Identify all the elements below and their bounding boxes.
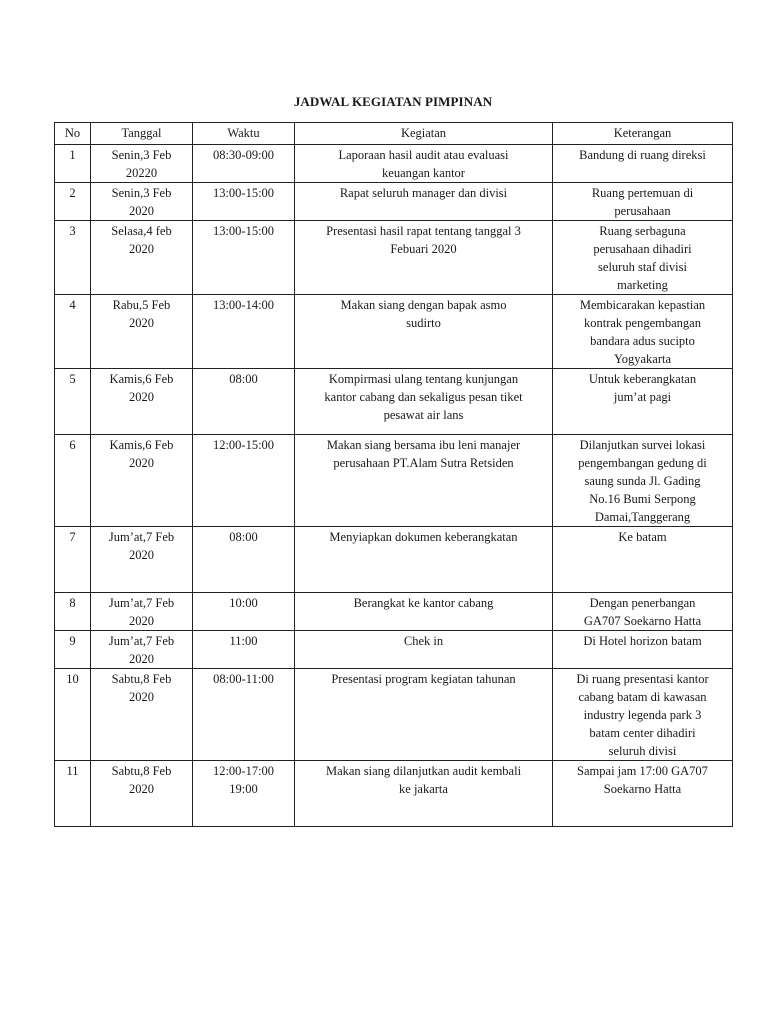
keterangan-text: Bandung di ruang direksi [579, 148, 706, 162]
cell-no [55, 369, 91, 435]
waktu-text: 13:00-15:00 [212, 224, 275, 238]
keterangan-text: Di Hotel horizon batam [583, 634, 702, 648]
cell-keterangan [553, 593, 733, 631]
table-row [55, 631, 733, 669]
kegiatan-text: Laporaan hasil audit atau evaluasi keuangan kantor [338, 148, 509, 180]
cell-tanggal [91, 183, 193, 221]
cell-no [55, 183, 91, 221]
cell-no [55, 669, 91, 761]
table-row [55, 669, 733, 761]
tanggal-text: Kamis,6 Feb 2020 [109, 372, 174, 404]
cell-waktu [193, 295, 295, 369]
tanggal-text: Jum’at,7 Feb 2020 [108, 634, 175, 666]
cell-kegiatan [295, 295, 553, 369]
table-row [55, 761, 733, 827]
cell-keterangan [553, 669, 733, 761]
cell-tanggal [91, 593, 193, 631]
keterangan-text: Sampai jam 17:00 GA707 Soekarno Hatta [577, 764, 708, 796]
no-text: 4 [69, 298, 76, 312]
waktu-text: 13:00-14:00 [212, 298, 275, 312]
cell-no [55, 527, 91, 593]
cell-waktu [193, 183, 295, 221]
kegiatan-text: Chek in [403, 634, 444, 648]
cell-tanggal [91, 145, 193, 183]
waktu-text: 10:00 [229, 596, 258, 610]
cell-no [55, 221, 91, 295]
header-no: No [55, 123, 91, 145]
no-text: 7 [69, 530, 76, 544]
cell-keterangan [553, 183, 733, 221]
waktu-text: 12:00-17:00 19:00 [212, 764, 275, 796]
table-row [55, 369, 733, 435]
tanggal-text: Sabtu,8 Feb 2020 [111, 672, 172, 704]
cell-kegiatan [295, 183, 553, 221]
cell-waktu [193, 669, 295, 761]
no-text: 11 [66, 764, 79, 778]
cell-tanggal [91, 369, 193, 435]
cell-tanggal [91, 527, 193, 593]
keterangan-text: Ke batam [618, 530, 667, 544]
kegiatan-text: Makan siang dilanjutkan audit kembali ke jakarta [325, 764, 522, 796]
table-row [55, 435, 733, 527]
cell-kegiatan [295, 761, 553, 827]
table-row [55, 527, 733, 593]
schedule-table [54, 122, 733, 827]
tanggal-text: Rabu,5 Feb 2020 [112, 298, 171, 330]
header-kegiatan: Kegiatan [295, 123, 553, 145]
cell-waktu [193, 145, 295, 183]
cell-tanggal [91, 221, 193, 295]
tanggal-text: Senin,3 Feb 2020 [111, 186, 172, 218]
cell-waktu [193, 435, 295, 527]
keterangan-text: Dengan penerbangan GA707 Soekarno Hatta [583, 596, 702, 628]
keterangan-text: Ruang pertemuan di perusahaan [591, 186, 694, 218]
no-text: 6 [69, 438, 76, 452]
cell-waktu [193, 593, 295, 631]
cell-keterangan [553, 631, 733, 669]
tanggal-text: Jum’at,7 Feb 2020 [108, 530, 175, 562]
no-text: 3 [69, 224, 76, 238]
cell-kegiatan [295, 145, 553, 183]
cell-waktu [193, 369, 295, 435]
cell-no [55, 295, 91, 369]
keterangan-text: Dilanjutkan survei lokasi pengembangan gedung di saung sunda Jl. Gading No.16 Bumi Serpong Damai,Tanggerang [578, 438, 707, 524]
cell-keterangan [553, 295, 733, 369]
kegiatan-text: Presentasi hasil rapat tentang tanggal 3 Febuari 2020 [326, 224, 521, 256]
waktu-text: 08:00 [229, 372, 258, 386]
table-row [55, 295, 733, 369]
tanggal-text: Kamis,6 Feb 2020 [109, 438, 174, 470]
waktu-text: 12:00-15:00 [212, 438, 275, 452]
waktu-text: 08:00-11:00 [213, 672, 274, 686]
cell-waktu [193, 221, 295, 295]
cell-tanggal [91, 669, 193, 761]
cell-waktu [193, 527, 295, 593]
cell-no [55, 761, 91, 827]
kegiatan-text: Rapat seluruh manager dan divisi [339, 186, 508, 200]
cell-no [55, 145, 91, 183]
tanggal-text: Senin,3 Feb 20220 [111, 148, 172, 180]
cell-waktu [193, 761, 295, 827]
document-title: JADWAL KEGIATAN PIMPINAN [293, 94, 493, 109]
cell-tanggal [91, 631, 193, 669]
waktu-text: 08:30-09:00 [212, 148, 275, 162]
table-header-row [55, 123, 733, 145]
cell-tanggal [91, 761, 193, 827]
tanggal-text: Selasa,4 feb 2020 [111, 224, 172, 256]
cell-kegiatan [295, 631, 553, 669]
table-row [55, 183, 733, 221]
cell-tanggal [91, 435, 193, 527]
cell-waktu [193, 631, 295, 669]
cell-keterangan [553, 527, 733, 593]
cell-keterangan [553, 221, 733, 295]
cell-keterangan [553, 761, 733, 827]
kegiatan-text: Presentasi program kegiatan tahunan [331, 672, 516, 686]
no-text: 9 [69, 634, 76, 648]
keterangan-text: Untuk keberangkatan jum’at pagi [588, 372, 697, 404]
table-row [55, 593, 733, 631]
waktu-text: 13:00-15:00 [212, 186, 275, 200]
cell-kegiatan [295, 435, 553, 527]
cell-kegiatan [295, 369, 553, 435]
cell-keterangan [553, 145, 733, 183]
keterangan-text: Ruang serbaguna perusahaan dihadiri seluruh staf divisi marketing [593, 224, 692, 292]
waktu-text: 11:00 [229, 634, 258, 648]
kegiatan-text: Makan siang dengan bapak asmo sudirto [340, 298, 507, 330]
tanggal-text: Sabtu,8 Feb 2020 [111, 764, 172, 796]
no-text: 8 [69, 596, 76, 610]
no-text: 5 [69, 372, 76, 386]
kegiatan-text: Kompirmasi ulang tentang kunjungan kantor cabang dan sekaligus pesan tiket pesawat air lans [324, 372, 523, 422]
header-waktu: Waktu [193, 123, 295, 145]
cell-kegiatan [295, 221, 553, 295]
table-row [55, 221, 733, 295]
no-text: 1 [69, 148, 76, 162]
cell-kegiatan [295, 669, 553, 761]
cell-no [55, 435, 91, 527]
cell-keterangan [553, 369, 733, 435]
kegiatan-text: Makan siang bersama ibu leni manajer perusahaan PT.Alam Sutra Retsiden [326, 438, 521, 470]
kegiatan-text: Menyiapkan dokumen keberangkatan [329, 530, 518, 544]
header-tanggal: Tanggal [91, 123, 193, 145]
cell-tanggal [91, 295, 193, 369]
no-text: 2 [69, 186, 76, 200]
cell-no [55, 593, 91, 631]
no-text: 10 [66, 672, 79, 686]
kegiatan-text: Berangkat ke kantor cabang [353, 596, 494, 610]
tanggal-text: Jum’at,7 Feb 2020 [108, 596, 175, 628]
keterangan-text: Di ruang presentasi kantor cabang batam di kawasan industry legenda park 3 batam center dihadiri seluruh divisi [576, 672, 709, 758]
keterangan-text: Membicarakan kepastian kontrak pengembangan bandara adus sucipto Yogyakarta [579, 298, 706, 366]
cell-kegiatan [295, 593, 553, 631]
cell-kegiatan [295, 527, 553, 593]
waktu-text: 08:00 [229, 530, 258, 544]
header-keterangan: Keterangan [553, 123, 733, 145]
cell-keterangan [553, 435, 733, 527]
cell-no [55, 631, 91, 669]
table-row [55, 145, 733, 183]
